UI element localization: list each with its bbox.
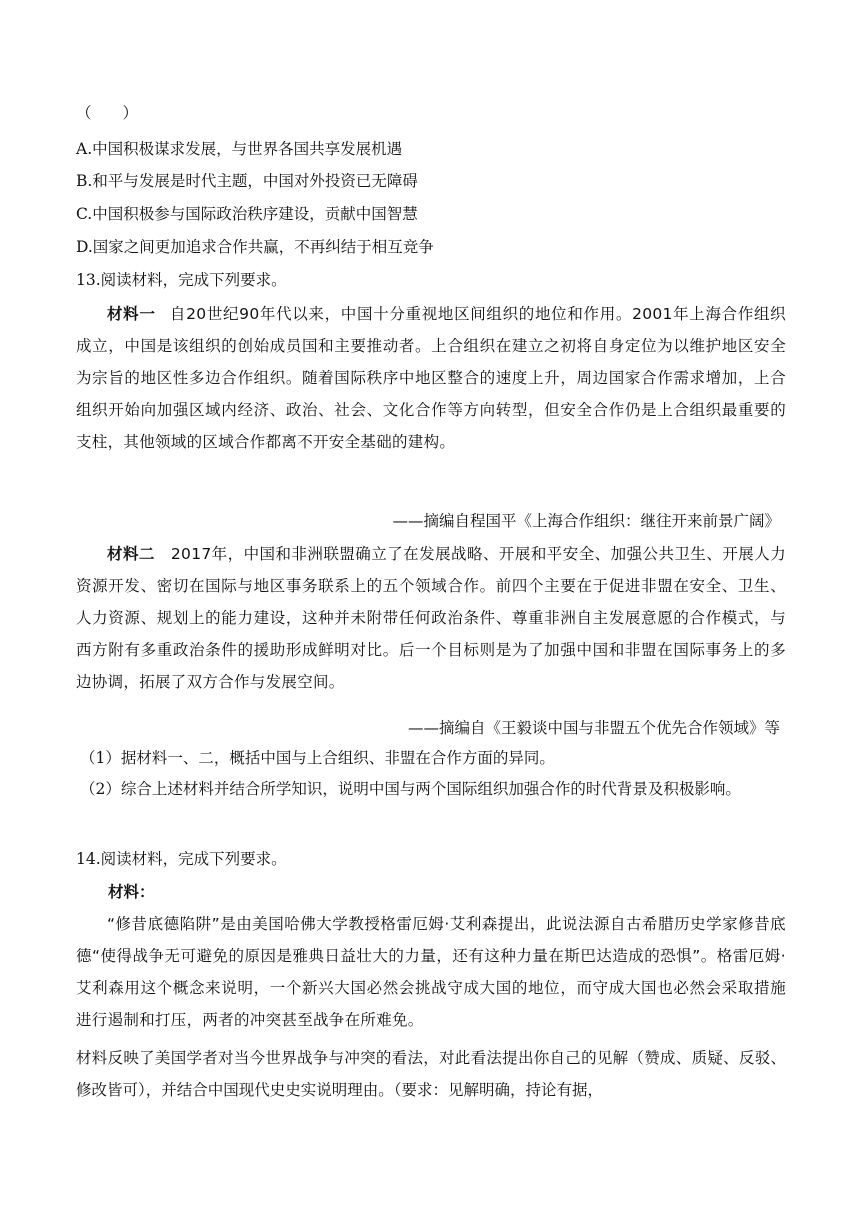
material-1 <box>76 298 786 458</box>
question-13-title: 13.阅读材料，完成下列要求。 <box>76 271 287 289</box>
material-1-text: 自20世纪90年代以来，中国十分重视地区间组织的地位和作用。2001年上海合作组织成立，中国是该组织的创始成员国和主要推动者。上合组织在建立之初将自身定位为以维护地区安全为宗旨的地区性多边合作组织。随着国际秩序中地区整合的速度上升，周边国家合作需求增加，上合组织开始向加强区域内经济、政治、社会、文化合作等方向转型，但安全合作仍是上合组织最重要的支柱，其他领域的区域合作都离不开安全基础的建构。 <box>76 305 786 451</box>
option-d: D.国家之间更加追求合作共赢，不再纠结于相互竞争 <box>76 238 434 256</box>
question-14-title: 14.阅读材料，完成下列要求。 <box>76 850 287 868</box>
option-a: A.中国积极谋求发展，与世界各国共享发展机遇 <box>76 140 403 158</box>
material-label: 材料： <box>108 883 155 901</box>
material-2 <box>76 538 786 698</box>
task-text: 材料反映了美国学者对当今世界战争与冲突的看法，对此看法提出你自己的见解（赞成、质疑、反驳、修改皆可），并结合中国现代史史实说明理由。（要求：见解明确，持论有据， <box>76 1049 786 1099</box>
material-1-source: ——摘编自程国平《上海合作组织：继往开来前景广阔》 <box>392 512 780 530</box>
option-c: C.中国积极参与国际政治秩序建设，贡献中国智慧 <box>76 205 418 223</box>
material-1-label: 材料一 <box>107 305 156 323</box>
option-b: B.和平与发展是时代主题，中国对外投资已无障碍 <box>76 172 418 190</box>
requirement-1: （1）据材料一、二，概括中国与上合组织、非盟在合作方面的异同。 <box>80 749 555 767</box>
answer-bracket: （ ） <box>76 104 139 122</box>
requirement-2: （2）综合上述材料并结合所学知识，说明中国与两个国际组织加强合作的时代背景及积极影响。 <box>80 780 741 798</box>
material-text: “修昔底德陷阱”是由美国哈佛大学教授格雷厄姆·艾利森提出，此说法源自古希腊历史学家修昔底德“使得战争无可避免的原因是雅典日益壮大的力量，还有这种力量在斯巴达造成的恐惧”。格雷厄姆·艾利森用这个概念来说明，一个新兴大国必然会挑战守成大国的地位，而守成大国也必然会采取措施进行遏制和打压，两者的冲突甚至战争在所难免。 <box>76 915 786 1029</box>
material-2-source: ——摘编自《王毅谈中国与非盟五个优先合作领域》等 <box>407 719 780 737</box>
material-2-text: 2017年，中国和非洲联盟确立了在发展战略、开展和平安全、加强公共卫生、开展人力资源开发、密切在国际与地区事务联系上的五个领域合作。前四个主要在于促进非盟在安全、卫生、人力资源、规划上的能力建设，这种并未附带任何政治条件、尊重非洲自主发展意愿的合作模式，与西方附有多重政治条件的援助形成鲜明对比。后一个目标则是为了加强中国和非盟在国际事务上的多边协调，拓展了双方合作与发展空间。 <box>76 545 786 691</box>
material-2-label: 材料二 <box>107 545 155 563</box>
